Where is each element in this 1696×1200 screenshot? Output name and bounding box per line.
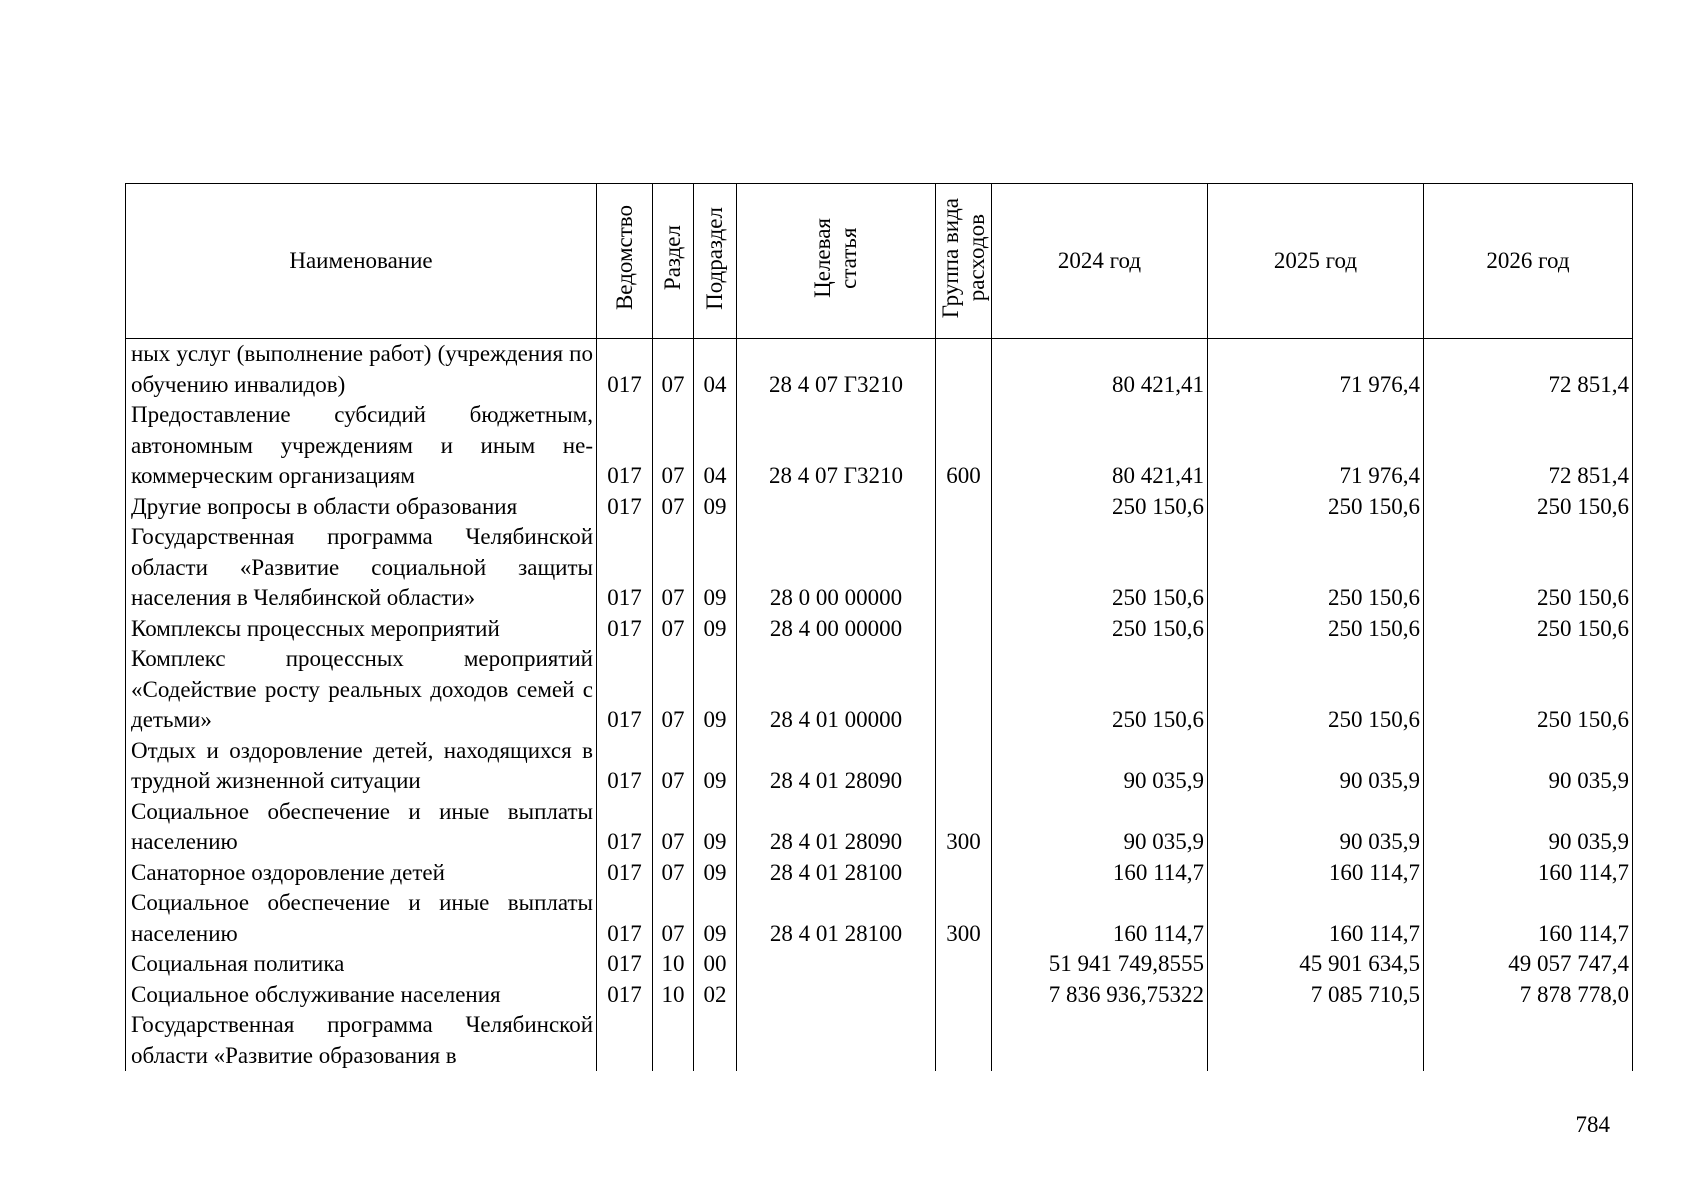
cell-amount-2026: 250 150,6 [1424,614,1633,645]
cell-department: 017 [597,736,653,797]
page-number: 784 [1575,1112,1610,1137]
header-subsection [694,184,737,339]
cell-expense-group [936,492,992,523]
cell-amount-2024: 90 035,9 [992,736,1208,797]
header-year-2024-text: 2024 год [1057,248,1142,273]
cell-department: 017 [597,400,653,492]
cell-department: 017 [597,522,653,614]
cell-amount-2024: 80 421,41 [992,339,1208,401]
cell-section: 07 [653,888,694,949]
header-year-2024 [992,184,1208,339]
table-row [126,339,1633,401]
header-target-article-line2: статья [836,227,861,289]
cell-expense-group [936,1010,992,1071]
cell-target-article: 28 4 07 Г3210 [737,400,936,492]
cell-amount-2025: 90 035,9 [1208,797,1424,858]
header-section [653,184,694,339]
cell-target-article [737,1010,936,1071]
cell-section: 07 [653,797,694,858]
cell-name: Социальная политика [126,949,597,980]
cell-expense-group: 300 [936,888,992,949]
cell-amount-2024: 160 114,7 [992,888,1208,949]
header-year-2025-text: 2025 год [1273,248,1358,273]
cell-subsection: 09 [694,858,737,889]
cell-subsection: 04 [694,400,737,492]
header-year-2025 [1208,184,1424,339]
cell-expense-group: 600 [936,400,992,492]
cell-amount-2026 [1424,1010,1633,1071]
cell-target-article [737,980,936,1011]
cell-amount-2025: 160 114,7 [1208,858,1424,889]
cell-name: Комплексы процессных мероприятий [126,614,597,645]
cell-name: Социальное обеспечение и иные выплаты населению [126,888,597,949]
cell-amount-2026: 250 150,6 [1424,492,1633,523]
cell-amount-2025: 71 976,4 [1208,400,1424,492]
cell-expense-group: 300 [936,797,992,858]
cell-amount-2026: 250 150,6 [1424,522,1633,614]
cell-name: Государственная программа Челябинской области «Развитие социальной защиты населения в Челябинской области» [126,522,597,614]
cell-section: 07 [653,522,694,614]
cell-department: 017 [597,644,653,736]
cell-amount-2025: 250 150,6 [1208,492,1424,523]
cell-target-article: 28 0 00 00000 [737,522,936,614]
header-name [126,184,597,339]
cell-section: 10 [653,949,694,980]
cell-amount-2024: 7 836 936,75322 [992,980,1208,1011]
cell-department: 017 [597,888,653,949]
header-expense-group [936,184,992,339]
table-row [126,400,1633,492]
cell-section: 07 [653,614,694,645]
cell-amount-2025: 45 901 634,5 [1208,949,1424,980]
cell-name: ных услуг (выполнение работ) (учреждения по обучению инвалидов) [126,339,597,401]
table-row [126,797,1633,858]
cell-amount-2025: 250 150,6 [1208,644,1424,736]
cell-amount-2024: 250 150,6 [992,614,1208,645]
cell-amount-2024: 51 941 749,8555 [992,949,1208,980]
header-year-2026-text: 2026 год [1486,248,1570,273]
cell-name: Социальное обслуживание населения [126,980,597,1011]
cell-subsection [694,1010,737,1071]
cell-expense-group [936,339,992,401]
header-expense-group-text [938,198,990,318]
cell-subsection: 09 [694,614,737,645]
cell-subsection: 09 [694,522,737,614]
cell-amount-2026: 90 035,9 [1424,736,1633,797]
header-department [597,184,653,339]
cell-department: 017 [597,797,653,858]
cell-section: 07 [653,858,694,889]
cell-target-article: 28 4 07 Г3210 [737,339,936,401]
table-row [126,492,1633,523]
cell-amount-2026: 72 851,4 [1424,339,1633,401]
cell-section: 07 [653,400,694,492]
cell-subsection: 09 [694,736,737,797]
cell-section: 07 [653,492,694,523]
header-target-article [737,184,936,339]
table-row [126,858,1633,889]
cell-subsection: 09 [694,644,737,736]
cell-amount-2026: 160 114,7 [1424,858,1633,889]
cell-name: Государственная программа Челябинской области «Развитие образования в [126,1010,597,1071]
cell-expense-group [936,949,992,980]
cell-subsection: 09 [694,797,737,858]
header-expense-group-line1: Группа вида [937,197,963,319]
header-expense-group-line2: расходов [963,214,989,302]
cell-subsection: 02 [694,980,737,1011]
table-row [126,949,1633,980]
cell-name: Другие вопросы в области образования [126,492,597,523]
cell-target-article: 28 4 01 28100 [737,888,936,949]
cell-name: Социальное обеспечение и иные выплаты населению [126,797,597,858]
cell-name: Комплекс процессных мероприятий «Содействие росту реальных доходов семей с детьми» [126,644,597,736]
header-year-2026 [1424,184,1633,339]
cell-subsection: 00 [694,949,737,980]
cell-target-article [737,492,936,523]
cell-amount-2026: 49 057 747,4 [1424,949,1633,980]
table-row [126,644,1633,736]
cell-amount-2024: 250 150,6 [992,644,1208,736]
cell-amount-2024: 80 421,41 [992,400,1208,492]
cell-amount-2025: 250 150,6 [1208,522,1424,614]
table-row [126,1010,1633,1071]
header-subsection-text: Подраздел [702,206,727,310]
table-row [126,522,1633,614]
cell-amount-2024: 250 150,6 [992,522,1208,614]
cell-target-article: 28 4 01 28100 [737,858,936,889]
table-body [126,339,1633,1072]
cell-subsection: 04 [694,339,737,401]
cell-section: 07 [653,339,694,401]
cell-department: 017 [597,980,653,1011]
cell-department: 017 [597,858,653,889]
cell-amount-2024: 250 150,6 [992,492,1208,523]
cell-amount-2025: 250 150,6 [1208,614,1424,645]
cell-amount-2026: 90 035,9 [1424,797,1633,858]
cell-section [653,1010,694,1071]
cell-amount-2025: 160 114,7 [1208,888,1424,949]
table-row [126,736,1633,797]
cell-target-article: 28 4 01 28090 [737,736,936,797]
table-header-row [126,184,1633,339]
cell-target-article: 28 4 01 00000 [737,644,936,736]
cell-amount-2025: 7 085 710,5 [1208,980,1424,1011]
table-row [126,980,1633,1011]
cell-expense-group [936,614,992,645]
cell-subsection: 09 [694,888,737,949]
cell-expense-group [936,522,992,614]
cell-expense-group [936,980,992,1011]
cell-amount-2024: 160 114,7 [992,858,1208,889]
cell-amount-2025: 71 976,4 [1208,339,1424,401]
cell-amount-2024 [992,1010,1208,1071]
cell-target-article [737,949,936,980]
cell-name: Предоставление субсидий бюджетным, автономным учреждениям и иным некоммерческим организациям [126,400,597,492]
header-section-text: Раздел [660,225,685,291]
cell-section: 07 [653,736,694,797]
cell-expense-group [936,644,992,736]
cell-amount-2026: 250 150,6 [1424,644,1633,736]
header-name-text: Наименование [289,248,433,273]
cell-expense-group [936,858,992,889]
cell-name: Санаторное оздоровление детей [126,858,597,889]
cell-amount-2026: 72 851,4 [1424,400,1633,492]
cell-subsection: 09 [694,492,737,523]
budget-table [125,183,1633,1071]
cell-amount-2026: 160 114,7 [1424,888,1633,949]
cell-name: Отдых и оздоровление детей, находящихся в трудной жизненной ситуации [126,736,597,797]
cell-amount-2024: 90 035,9 [992,797,1208,858]
cell-amount-2026: 7 878 778,0 [1424,980,1633,1011]
cell-department: 017 [597,339,653,401]
cell-target-article: 28 4 01 28090 [737,797,936,858]
header-department-text: Ведомство [611,205,637,311]
table-row [126,614,1633,645]
header-target-article-text [810,218,862,298]
cell-section: 07 [653,644,694,736]
cell-department: 017 [597,492,653,523]
cell-amount-2025 [1208,1010,1424,1071]
cell-expense-group [936,736,992,797]
cell-section: 10 [653,980,694,1011]
table-row [126,888,1633,949]
cell-department: 017 [597,614,653,645]
cell-department [597,1010,653,1071]
cell-amount-2025: 90 035,9 [1208,736,1424,797]
header-target-article-line1: Целевая [810,218,835,298]
cell-department: 017 [597,949,653,980]
cell-target-article: 28 4 00 00000 [737,614,936,645]
